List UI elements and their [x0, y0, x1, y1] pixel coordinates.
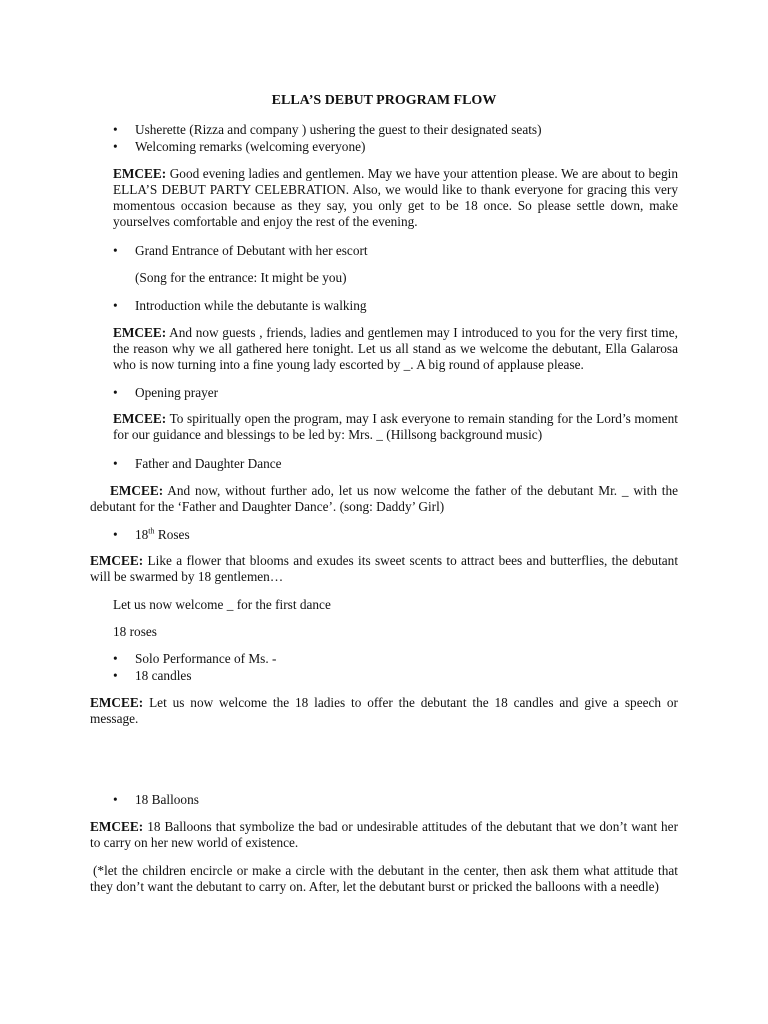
emcee-roses-paragraph: EMCEE: Like a flower that blooms and exudes its sweet scents to attract bees and butterflies, the debutant will be swarmed by 18 gentlemen…: [90, 553, 679, 584]
emcee-label: EMCEE:: [90, 695, 144, 710]
emcee-intro-paragraph: EMCEE: And now guests , friends, ladies and gentlemen may I introduced to you for the very first time, the reason why we all gathered here tonight. Let us all stand as we welcome the debutant, Ella Galarosa who is now turning into a fine young lady escorted by _. A big round of applause please.: [113, 325, 679, 372]
balloons-instruction-note: (*let the children encircle or make a circle with the debutant in the center, then ask them what attitude that they don’t want the debutant to carry on. After, let the debutant burst or pricked the balloons with a needle): [90, 863, 678, 894]
bullet-icon: •: [113, 385, 118, 400]
emcee-father-paragraph: EMCEE: And now, without further ado, let us now welcome the father of the debutant Mr. _ with the debutant for the ‘Father and Daughter Dance’. (song: Daddy’ Girl): [90, 483, 678, 514]
emcee-label: EMCEE:: [90, 553, 144, 568]
bullet-icon: •: [113, 651, 118, 666]
bullet-icon: •: [113, 122, 118, 137]
emcee-label: EMCEE:: [90, 819, 144, 834]
first-dance-line: Let us now welcome _ for the first dance: [113, 597, 331, 612]
document-title: ELLA’S DEBUT PROGRAM FLOW: [271, 93, 497, 108]
roses-line: 18 roses: [113, 624, 157, 639]
emcee-prayer-paragraph: EMCEE: To spiritually open the program, may I ask everyone to remain standing for the Lord’s moment for our guidance and blessings to be led by: Mrs. _ (Hillsong background music): [113, 411, 678, 442]
song-entrance-note: (Song for the entrance: It might be you): [135, 270, 347, 285]
document-page: ELLA’S DEBUT PROGRAM FLOW • Usherette (Rizza and company ) ushering the guest to their designated seats) • Welcoming remarks (welcoming everyone) EMCEE: Good evening ladies and gentlemen. May we have your attention please. We are about to begin ELLA’S DEBUT PARTY CELEBRATION. Also, we would like to thank everyone for gracing this very momentous occasion because as they say, you only get to be 18 once. So please settle down, make yourselves comfortable and enjoy the rest of the evening. • Grand Entrance of Debutant with her escort (Song for the entrance: It might be you) • Introduction while the debutante is walking EMCEE: And now guests , friends, ladies and gentlemen may I introduced to you for the very first time, the reason why we all gathered here tonight. Let us all stand as we welcome the debutant, Ella Galarosa who is now turning into a fine young lady escorted by _. A big round of applause please. • Opening prayer EMCEE: To spiritually open the program, may I ask everyone to remain standing for the Lord’s moment for our guidance and blessings to be led by: Mrs. _ (Hillsong background music) • Father and Daughter Dance EMCEE: And now, without further ado, let us now welcome the father of the debutant Mr. _ with the debutant for the ‘Father and Daughter Dance’. (song: Daddy’ Girl) • 18th Roses EMCEE: Like a flower that blooms and exudes its sweet scents to attract bees and butterflies, the debutant will be swarmed by 18 gentlemen… Let us now welcome _ for the first dance 18 roses • Solo Performance of Ms. - • 18 candles EMCEE: Let us now welcome the 18 ladies to offer the debutant the 18 candles and give a speech or message. • 18 Balloons EMCEE: 18 Balloons that symbolize the bad or undesirable attitudes of the debutant that we don’t want her to carry on her new world of existence. (*let the children encircle or make a circle with the debutant in the center, then ask them what attitude that they don’t want the debutant to carry on. After, let the debutant burst or pricked the balloons with a needle): [0, 0, 768, 1024]
bullet-icon: •: [113, 243, 118, 258]
emcee-label: EMCEE:: [113, 325, 167, 340]
bullet-icon: •: [113, 668, 118, 683]
emcee-label: EMCEE:: [113, 166, 167, 181]
bullet-icon: •: [113, 139, 118, 154]
bullet-icon: •: [113, 527, 118, 542]
emcee-balloons-paragraph: EMCEE: 18 Balloons that symbolize the bad or undesirable attitudes of the debutant that we don’t want her to carry on her new world of existence.: [90, 819, 678, 850]
emcee-candles-paragraph: EMCEE: Let us now welcome the 18 ladies to offer the debutant the 18 candles and give a speech or message.: [90, 695, 678, 726]
emcee-welcome-paragraph: EMCEE: Good evening ladies and gentlemen. May we have your attention please. We are about to begin ELLA’S DEBUT PARTY CELEBRATION. Also, we would like to thank everyone for gracing this very momentous occasion because as they say, you only get to be 18 once. So please settle down, make yourselves comfortable and enjoy the rest of the evening.: [113, 166, 678, 229]
bullet-icon: •: [113, 298, 118, 313]
emcee-label: EMCEE:: [110, 483, 164, 498]
bullet-icon: •: [113, 456, 118, 471]
bullet-icon: •: [113, 792, 118, 807]
emcee-label: EMCEE:: [113, 411, 167, 426]
